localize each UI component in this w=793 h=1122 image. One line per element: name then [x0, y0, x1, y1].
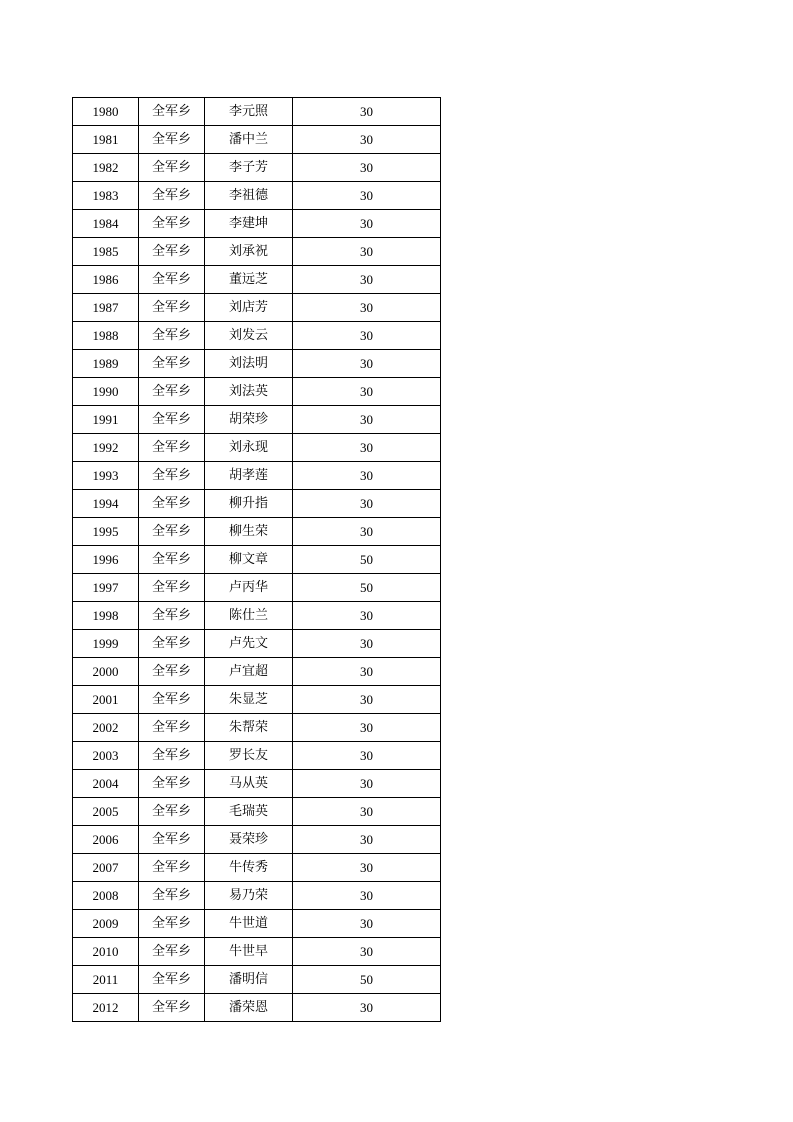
cell-id: 1986: [73, 266, 139, 294]
cell-amount: 30: [293, 406, 441, 434]
cell-town: 全军乡: [139, 434, 205, 462]
table-row: [73, 770, 441, 798]
cell-id: 1991: [73, 406, 139, 434]
table-row: [73, 294, 441, 322]
cell-id: 2009: [73, 910, 139, 938]
cell-amount: 50: [293, 966, 441, 994]
cell-town: 全军乡: [139, 154, 205, 182]
cell-id: 1983: [73, 182, 139, 210]
cell-amount: 30: [293, 770, 441, 798]
cell-town: 全军乡: [139, 238, 205, 266]
cell-amount: 30: [293, 490, 441, 518]
table-row: [73, 742, 441, 770]
table-row: [73, 266, 441, 294]
table-row: [73, 238, 441, 266]
cell-name: 马从英: [205, 770, 293, 798]
cell-name: 卢先文: [205, 630, 293, 658]
table-row: [73, 938, 441, 966]
cell-amount: 30: [293, 798, 441, 826]
cell-amount: 30: [293, 154, 441, 182]
cell-town: 全军乡: [139, 602, 205, 630]
cell-id: 1994: [73, 490, 139, 518]
cell-name: 牛传秀: [205, 854, 293, 882]
table-row: [73, 322, 441, 350]
cell-name: 潘明信: [205, 966, 293, 994]
cell-name: 柳文章: [205, 546, 293, 574]
cell-name: 李建坤: [205, 210, 293, 238]
cell-name: 刘法明: [205, 350, 293, 378]
cell-town: 全军乡: [139, 770, 205, 798]
cell-id: 1985: [73, 238, 139, 266]
cell-name: 罗长友: [205, 742, 293, 770]
table-row: [73, 210, 441, 238]
cell-name: 陈仕兰: [205, 602, 293, 630]
cell-name: 卢丙华: [205, 574, 293, 602]
cell-amount: 30: [293, 938, 441, 966]
cell-town: 全军乡: [139, 686, 205, 714]
table-row: [73, 658, 441, 686]
cell-id: 2001: [73, 686, 139, 714]
cell-town: 全军乡: [139, 826, 205, 854]
cell-name: 易乃荣: [205, 882, 293, 910]
cell-name: 毛瑞英: [205, 798, 293, 826]
cell-amount: 30: [293, 266, 441, 294]
cell-town: 全军乡: [139, 182, 205, 210]
cell-town: 全军乡: [139, 518, 205, 546]
cell-name: 胡荣珍: [205, 406, 293, 434]
cell-name: 潘荣恩: [205, 994, 293, 1022]
table-row: [73, 182, 441, 210]
cell-amount: 30: [293, 182, 441, 210]
cell-name: 刘承祝: [205, 238, 293, 266]
cell-town: 全军乡: [139, 350, 205, 378]
cell-id: 1990: [73, 378, 139, 406]
cell-id: 1988: [73, 322, 139, 350]
cell-amount: 30: [293, 238, 441, 266]
cell-town: 全军乡: [139, 462, 205, 490]
cell-town: 全军乡: [139, 910, 205, 938]
cell-town: 全军乡: [139, 126, 205, 154]
cell-id: 2012: [73, 994, 139, 1022]
cell-amount: 30: [293, 630, 441, 658]
cell-id: 2002: [73, 714, 139, 742]
cell-amount: 30: [293, 910, 441, 938]
table-row: [73, 602, 441, 630]
cell-amount: 30: [293, 322, 441, 350]
table-row: [73, 98, 441, 126]
table-row: [73, 518, 441, 546]
cell-id: 2003: [73, 742, 139, 770]
cell-amount: 30: [293, 434, 441, 462]
cell-name: 刘店芳: [205, 294, 293, 322]
cell-amount: 30: [293, 602, 441, 630]
cell-town: 全军乡: [139, 574, 205, 602]
cell-town: 全军乡: [139, 966, 205, 994]
cell-town: 全军乡: [139, 630, 205, 658]
cell-town: 全军乡: [139, 294, 205, 322]
cell-town: 全军乡: [139, 322, 205, 350]
table-row: [73, 126, 441, 154]
cell-id: 1981: [73, 126, 139, 154]
cell-id: 2000: [73, 658, 139, 686]
cell-id: 2007: [73, 854, 139, 882]
cell-amount: 30: [293, 882, 441, 910]
table-row: [73, 854, 441, 882]
cell-town: 全军乡: [139, 210, 205, 238]
cell-id: 1996: [73, 546, 139, 574]
cell-name: 柳升指: [205, 490, 293, 518]
cell-amount: 30: [293, 98, 441, 126]
table-body: [73, 98, 441, 1022]
cell-amount: 30: [293, 854, 441, 882]
cell-id: 1998: [73, 602, 139, 630]
cell-name: 聂荣珍: [205, 826, 293, 854]
table-row: [73, 966, 441, 994]
cell-name: 胡孝莲: [205, 462, 293, 490]
cell-town: 全军乡: [139, 406, 205, 434]
table-row: [73, 798, 441, 826]
table-row: [73, 462, 441, 490]
cell-town: 全军乡: [139, 742, 205, 770]
cell-town: 全军乡: [139, 658, 205, 686]
cell-name: 朱帮荣: [205, 714, 293, 742]
table-row: [73, 574, 441, 602]
cell-amount: 30: [293, 378, 441, 406]
cell-town: 全军乡: [139, 854, 205, 882]
table-row: [73, 154, 441, 182]
cell-id: 2005: [73, 798, 139, 826]
cell-amount: 30: [293, 658, 441, 686]
cell-town: 全军乡: [139, 490, 205, 518]
cell-name: 卢宜超: [205, 658, 293, 686]
cell-id: 2010: [73, 938, 139, 966]
cell-name: 牛世道: [205, 910, 293, 938]
table-row: [73, 546, 441, 574]
cell-amount: 50: [293, 546, 441, 574]
table-row: [73, 350, 441, 378]
cell-amount: 30: [293, 994, 441, 1022]
table-row: [73, 882, 441, 910]
table-row: [73, 714, 441, 742]
cell-id: 1992: [73, 434, 139, 462]
cell-name: 刘永现: [205, 434, 293, 462]
cell-id: 1982: [73, 154, 139, 182]
table-row: [73, 910, 441, 938]
cell-name: 朱显芝: [205, 686, 293, 714]
cell-town: 全军乡: [139, 882, 205, 910]
table-row: [73, 686, 441, 714]
cell-amount: 30: [293, 462, 441, 490]
cell-name: 牛世早: [205, 938, 293, 966]
cell-amount: 30: [293, 714, 441, 742]
cell-town: 全军乡: [139, 714, 205, 742]
cell-town: 全军乡: [139, 546, 205, 574]
cell-id: 2011: [73, 966, 139, 994]
cell-town: 全军乡: [139, 938, 205, 966]
table-row: [73, 406, 441, 434]
cell-town: 全军乡: [139, 798, 205, 826]
cell-name: 李祖德: [205, 182, 293, 210]
cell-amount: 30: [293, 126, 441, 154]
data-table: [72, 97, 441, 1022]
cell-town: 全军乡: [139, 98, 205, 126]
cell-amount: 30: [293, 686, 441, 714]
cell-name: 李元照: [205, 98, 293, 126]
cell-id: 1995: [73, 518, 139, 546]
table-row: [73, 434, 441, 462]
cell-id: 1997: [73, 574, 139, 602]
cell-amount: 30: [293, 826, 441, 854]
cell-name: 李子芳: [205, 154, 293, 182]
cell-amount: 50: [293, 574, 441, 602]
cell-amount: 30: [293, 294, 441, 322]
cell-town: 全军乡: [139, 378, 205, 406]
table-row: [73, 994, 441, 1022]
cell-town: 全军乡: [139, 994, 205, 1022]
cell-name: 柳生荣: [205, 518, 293, 546]
cell-amount: 30: [293, 742, 441, 770]
cell-name: 董远芝: [205, 266, 293, 294]
cell-id: 1984: [73, 210, 139, 238]
cell-amount: 30: [293, 518, 441, 546]
cell-town: 全军乡: [139, 266, 205, 294]
cell-id: 2006: [73, 826, 139, 854]
cell-name: 刘发云: [205, 322, 293, 350]
table-row: [73, 490, 441, 518]
cell-id: 2004: [73, 770, 139, 798]
table-row: [73, 826, 441, 854]
cell-id: 1999: [73, 630, 139, 658]
cell-amount: 30: [293, 210, 441, 238]
cell-id: 2008: [73, 882, 139, 910]
table-row: [73, 378, 441, 406]
cell-id: 1993: [73, 462, 139, 490]
cell-name: 潘中兰: [205, 126, 293, 154]
cell-amount: 30: [293, 350, 441, 378]
cell-id: 1980: [73, 98, 139, 126]
table-row: [73, 630, 441, 658]
cell-name: 刘法英: [205, 378, 293, 406]
cell-id: 1987: [73, 294, 139, 322]
cell-id: 1989: [73, 350, 139, 378]
